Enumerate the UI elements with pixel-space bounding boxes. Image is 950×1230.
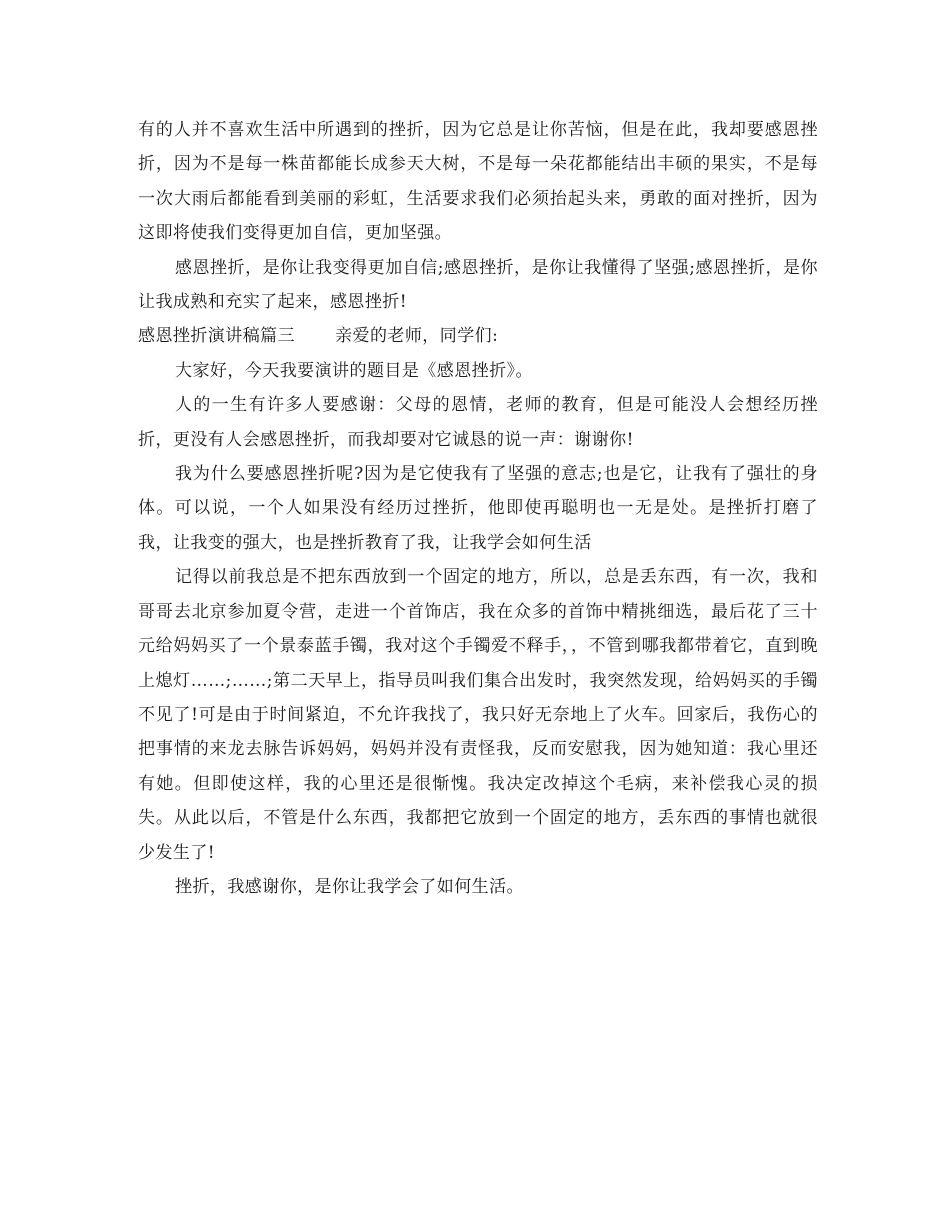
document-body — [138, 113, 818, 904]
paragraph: 感恩挫折，是你让我变得更加自信;感恩挫折，是你让我懂得了坚强;感恩挫折，是你让我成熟和充实了起来，感恩挫折! — [138, 257, 818, 313]
paragraph: 记得以前我总是不把东西放到一个固定的地方，所以，总是丢东西，有一次，我和哥哥去北京参加夏令营，走进一个首饰店，我在众多的首饰中精挑细选，最后花了三十元给妈妈买了一个景泰蓝手镯，我对这个手镯爱不释手，，不管到哪我都带着它，直到晚上熄灯……;……;第二天早上，指导员叫我们集合出发时，我突然发现，给妈妈买的手镯不见了!可是由于时间紧迫，不允许我找了，我只好无奈地上了火车。回家后，我伤心的把事情的来龙去脉告诉妈妈，妈妈并没有责怪我，反而安慰我，因为她知道：我心里还有她。但即使这样，我的心里还是很惭愧。我决定改掉这个毛病，来补偿我心灵的损失。从此以后，不管是什么东西，我都把它放到一个固定的地方，丢东西的事情也就很少发生了! — [138, 567, 818, 863]
section-title: 感恩挫折演讲稿篇三 — [138, 326, 296, 347]
paragraph: 有的人并不喜欢生活中所遇到的挫折，因为它总是让你苦恼，但是在此，我却要感恩挫折，因为不是每一株苗都能长成参天大树，不是每一朵花都能结出丰硕的果实，不是每一次大雨后都能看到美丽的彩虹，生活要求我们必须抬起头来，勇敢的面对挫折，因为这即将使我们变得更加自信，更加坚强。 — [138, 120, 818, 244]
paragraph: 我为什么要感恩挫折呢?因为是它使我有了坚强的意志;也是它，让我有了强壮的身体。可以说，一个人如果没有经历过挫折，他即使再聪明也一无是处。是挫折打磨了我，让我变的强大，也是挫折教育了我，让我学会如何生活 — [138, 464, 818, 553]
salutation: 亲爱的老师，同学们: — [335, 326, 499, 347]
paragraph: 大家好，今天我要演讲的题目是《感恩挫折》。 — [175, 360, 533, 381]
paragraph: 挫折，我感谢你，是你让我学会了如何生活。 — [175, 876, 524, 897]
paragraph: 人的一生有许多人要感谢：父母的恩情，老师的教育，但是可能没人会想经历挫折，更没有人会感恩挫折，而我却要对它诚恳的说一声：谢谢你! — [138, 395, 818, 450]
section-heading-line — [138, 319, 818, 353]
